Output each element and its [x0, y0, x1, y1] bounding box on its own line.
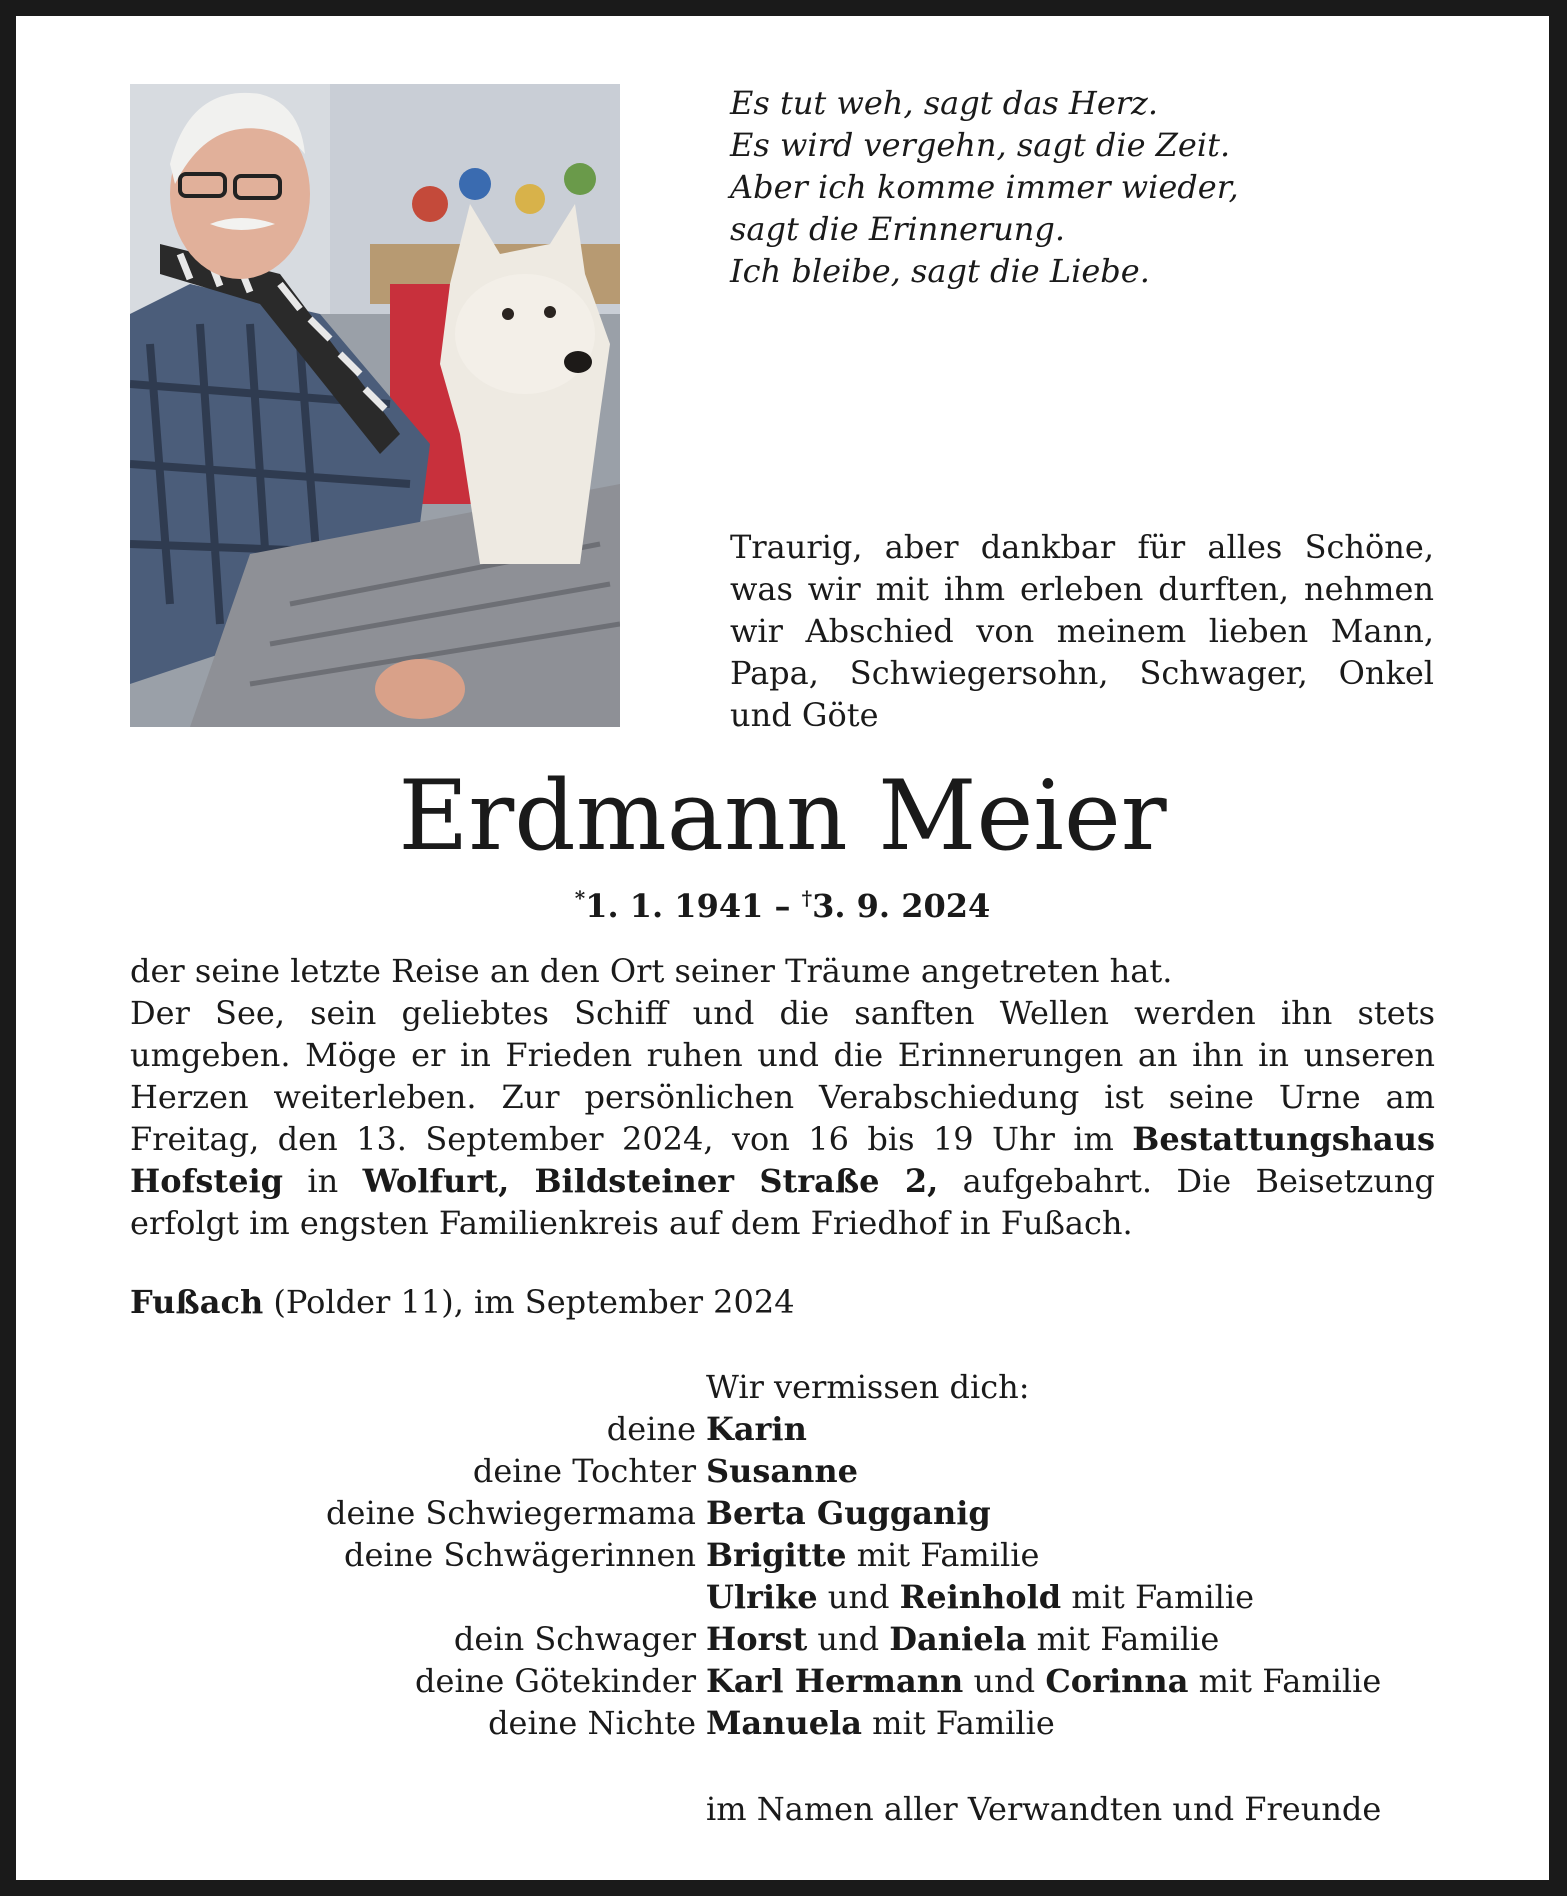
obituary-body — [130, 950, 1435, 1244]
place-town: Fußach — [130, 1283, 264, 1321]
family-connector: mit Familie — [1061, 1578, 1255, 1616]
closing-line: im Namen aller Verwandten und Freunde — [706, 1790, 1382, 1828]
family-member-name: Reinhold — [899, 1578, 1062, 1616]
family-relation: deine Tochter — [472, 1452, 696, 1490]
family-names — [706, 1660, 1381, 1702]
family-relation: deine Schwiegermama — [326, 1494, 696, 1532]
body-text: Der See, sein geliebtes Schiff und die sanften Wellen werden ihn stets umgeben. Möge er in Frieden ruhen und die Erinnerungen an ihn in unseren Herzen weiterleben. Zur persönlichen Verabschiedung ist seine Urne am Freitag, den 13. September 2024, von 16 bis 19 Uhr im — [130, 994, 1435, 1158]
intro-text: Traurig, aber dankbar für alles Schöne, was wir mit ihm erleben durften, nehmen wir Abschied von meinem lieben Mann, Papa, Schwiegersohn, Schwager, Onkel und Göte — [730, 528, 1434, 734]
family-member-name: Corinna — [1045, 1662, 1189, 1700]
family-connector: mit Familie — [846, 1536, 1040, 1574]
body-text: in — [283, 1162, 363, 1200]
body-text: aufgebahrt. Die Beisetzung erfolgt im engsten Familienkreis auf dem Friedhof in Fußach. — [130, 1162, 1436, 1242]
family-row — [130, 1576, 1450, 1618]
deceased-name: Erdmann Meier — [398, 760, 1167, 872]
family-list — [130, 1408, 1450, 1744]
family-row — [130, 1408, 1450, 1450]
family-relation: deine Nichte — [488, 1704, 696, 1742]
birth-symbol: * — [574, 886, 586, 910]
family-row — [130, 1450, 1450, 1492]
death-symbol: † — [801, 886, 813, 910]
place-rest: (Polder 11), im September 2024 — [263, 1283, 795, 1321]
family-member-name: Brigitte — [706, 1536, 847, 1574]
body-paragraph — [130, 992, 1435, 1244]
family-member-name: Karin — [706, 1410, 807, 1448]
family-names — [706, 1450, 858, 1492]
family-connector: mit Familie — [1026, 1620, 1220, 1658]
family-member-name: Susanne — [706, 1452, 859, 1490]
family-relation — [130, 1576, 706, 1618]
family-member-name: Horst — [706, 1620, 808, 1658]
poem-line: Es wird vergehn, sagt die Zeit. — [730, 126, 1231, 164]
family-row — [130, 1492, 1450, 1534]
family-row — [130, 1660, 1450, 1702]
family-names — [706, 1534, 1039, 1576]
family-relation: deine — [606, 1410, 696, 1448]
family-relation: deine Schwägerinnen — [343, 1536, 696, 1574]
life-dates — [16, 878, 1549, 926]
poem-line: sagt die Erinnerung. — [730, 210, 1066, 248]
date-separator: – — [763, 887, 802, 925]
venue-name: Bestattungshaus Hofsteig — [130, 1120, 1435, 1200]
place-date — [130, 1281, 795, 1323]
family-relation: deine Götekinder — [415, 1662, 696, 1700]
body-first-line: der seine letzte Reise an den Ort seiner Träume angetreten hat. — [130, 952, 1173, 990]
miss-heading: Wir vermissen dich: — [706, 1368, 1030, 1406]
family-member-name: Ulrike — [706, 1578, 818, 1616]
family-member-name: Berta Gugganig — [706, 1494, 991, 1532]
poem-line: Aber ich komme immer wieder, — [730, 168, 1239, 206]
family-names — [706, 1576, 1254, 1618]
family-row — [130, 1702, 1450, 1744]
family-connector: und — [817, 1578, 900, 1616]
poem — [730, 82, 1450, 292]
family-member-name: Karl Hermann — [706, 1662, 964, 1700]
venue-address: Wolfurt, Bildsteiner Straße 2, — [362, 1162, 939, 1200]
family-relation: dein Schwager — [453, 1620, 696, 1658]
family-member-name: Manuela — [706, 1704, 862, 1742]
poem-line: Es tut weh, sagt das Herz. — [730, 84, 1159, 122]
family-connector: und — [963, 1662, 1046, 1700]
portrait-photo-icon — [130, 84, 620, 727]
birth-date: 1. 1. 1941 — [585, 887, 764, 925]
family-connector: mit Familie — [861, 1704, 1055, 1742]
family-names — [706, 1702, 1055, 1744]
family-row — [130, 1534, 1450, 1576]
family-connector: mit Familie — [1188, 1662, 1382, 1700]
family-connector: und — [807, 1620, 890, 1658]
family-row — [130, 1618, 1450, 1660]
family-names — [706, 1492, 991, 1534]
family-member-name: Daniela — [889, 1620, 1027, 1658]
family-names — [706, 1408, 807, 1450]
poem-line: Ich bleibe, sagt die Liebe. — [730, 252, 1150, 290]
obituary-page — [16, 16, 1549, 1880]
family-names — [706, 1618, 1219, 1660]
death-date: 3. 9. 2024 — [812, 887, 991, 925]
portrait-photo — [130, 84, 620, 727]
